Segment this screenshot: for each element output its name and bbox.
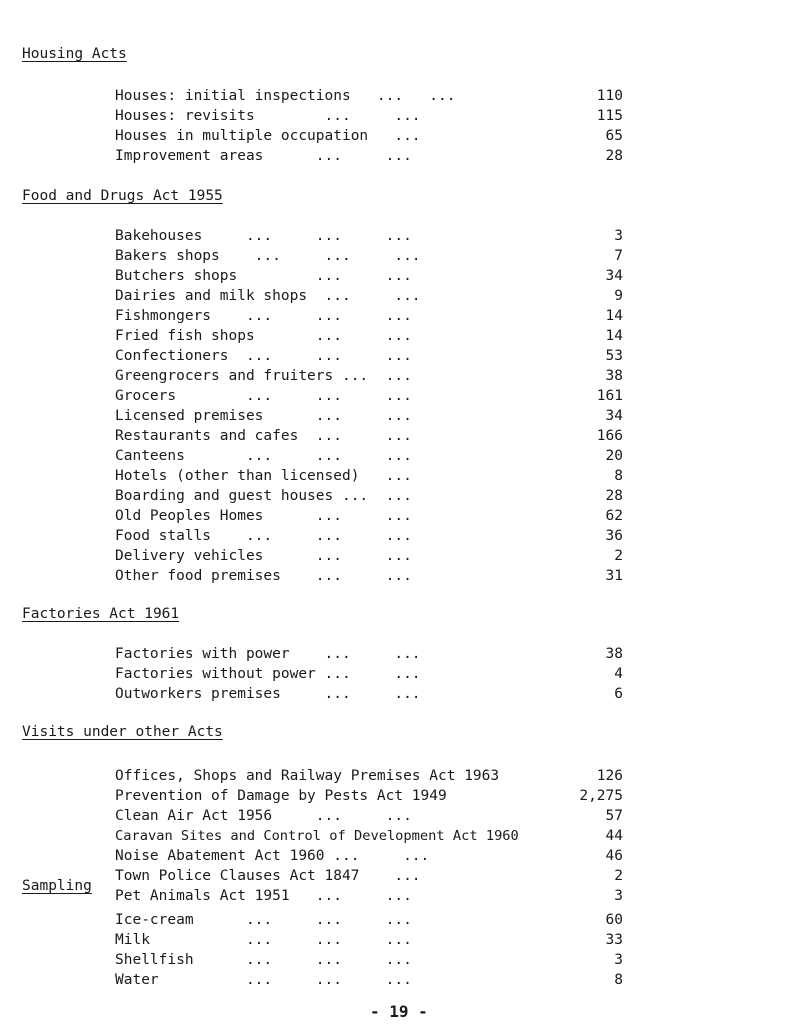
list-item	[115, 466, 623, 486]
item-label: Noise Abatement Act 1960 ... ...	[115, 848, 430, 864]
item-value: 3	[614, 228, 623, 244]
item-label: Boarding and guest houses ... ...	[115, 488, 412, 504]
item-value: 166	[596, 428, 623, 444]
item-label: Licensed premises ... ...	[115, 408, 412, 424]
item-value: 33	[605, 932, 623, 948]
item-label: Shellfish ... ... ...	[115, 952, 412, 968]
list-item	[115, 226, 623, 246]
list-item	[115, 106, 623, 126]
item-value: 9	[614, 288, 623, 304]
list-item	[115, 866, 623, 886]
item-label: Confectioners ... ... ...	[115, 348, 412, 364]
item-label: Factories without power ... ...	[115, 666, 421, 682]
item-value: 3	[614, 888, 623, 904]
item-value: 115	[596, 108, 623, 124]
item-label: Dairies and milk shops ... ...	[115, 288, 421, 304]
item-value: 34	[605, 408, 623, 424]
item-value: 53	[605, 348, 623, 364]
item-value: 57	[605, 808, 623, 824]
list-item	[115, 846, 623, 866]
list-item	[115, 684, 623, 704]
item-value: 7	[614, 248, 623, 264]
item-label: Delivery vehicles ... ...	[115, 548, 412, 564]
item-value: 161	[596, 388, 623, 404]
item-label: Houses: initial inspections ... ...	[115, 88, 456, 104]
item-value: 14	[605, 328, 623, 344]
item-value: 44	[605, 828, 623, 844]
list-item	[115, 486, 623, 506]
item-value: 60	[605, 912, 623, 928]
list-item	[115, 86, 623, 106]
item-label: Ice-cream ... ... ...	[115, 912, 412, 928]
item-label: Pet Animals Act 1951 ... ...	[115, 888, 412, 904]
item-value: 28	[605, 148, 623, 164]
item-label: Other food premises ... ...	[115, 568, 412, 584]
item-value: 28	[605, 488, 623, 504]
item-label: Houses: revisits ... ...	[115, 108, 421, 124]
item-label: Butchers shops ... ...	[115, 268, 412, 284]
item-value: 38	[605, 646, 623, 662]
item-label: Grocers ... ... ...	[115, 388, 412, 404]
list-item	[115, 910, 623, 930]
item-label: Factories with power ... ...	[115, 646, 421, 662]
list-item	[115, 970, 623, 990]
list-item	[115, 326, 623, 346]
item-label: Hotels (other than licensed) ...	[115, 468, 412, 484]
item-label: Milk ... ... ...	[115, 932, 412, 948]
item-value: 110	[596, 88, 623, 104]
item-value: 46	[605, 848, 623, 864]
list-item	[115, 346, 623, 366]
item-label: Old Peoples Homes ... ...	[115, 508, 412, 524]
list-item	[115, 644, 623, 664]
list-item	[115, 664, 623, 684]
list-item	[115, 806, 623, 826]
list-item	[115, 546, 623, 566]
item-label: Town Police Clauses Act 1847 ...	[115, 868, 421, 884]
item-label: Restaurants and cafes ... ...	[115, 428, 412, 444]
list-item	[115, 246, 623, 266]
list-item	[115, 506, 623, 526]
item-label: Improvement areas ... ...	[115, 148, 412, 164]
item-label: Fried fish shops ... ...	[115, 328, 412, 344]
item-label: Food stalls ... ... ...	[115, 528, 412, 544]
section-heading-food-and-drugs-act: Food and Drugs Act 1955	[22, 188, 223, 204]
list-item	[115, 526, 623, 546]
list-item	[115, 146, 623, 166]
item-label: Offices, Shops and Railway Premises Act 1963	[115, 768, 500, 784]
section-heading-sampling: Sampling	[22, 878, 92, 894]
item-value: 4	[614, 666, 623, 682]
item-value: 126	[596, 768, 623, 784]
item-label: Fishmongers ... ... ...	[115, 308, 412, 324]
list-item	[115, 426, 623, 446]
list-item	[115, 386, 623, 406]
item-value: 14	[605, 308, 623, 324]
item-label: Prevention of Damage by Pests Act 1949	[115, 788, 447, 804]
item-label: Water ... ... ...	[115, 972, 412, 988]
section-heading-visits-under-other-acts: Visits under other Acts	[22, 724, 223, 740]
list-item	[115, 306, 623, 326]
item-value: 2,275	[579, 788, 623, 804]
item-value: 20	[605, 448, 623, 464]
list-item	[115, 366, 623, 386]
item-label: Outworkers premises ... ...	[115, 686, 421, 702]
list-item	[115, 446, 623, 466]
item-value: 6	[614, 686, 623, 702]
list-item	[115, 126, 623, 146]
list-item	[115, 826, 623, 846]
item-label: Greengrocers and fruiters ... ...	[115, 368, 412, 384]
list-item	[115, 786, 623, 806]
item-label: Bakehouses ... ... ...	[115, 228, 412, 244]
list-item	[115, 286, 623, 306]
item-label: Caravan Sites and Control of Development Act 1960	[115, 828, 519, 844]
list-item	[115, 930, 623, 950]
item-value: 2	[614, 868, 623, 884]
item-value: 62	[605, 508, 623, 524]
item-value: 8	[614, 972, 623, 988]
list-item	[115, 406, 623, 426]
list-item	[115, 950, 623, 970]
item-value: 34	[605, 268, 623, 284]
item-value: 8	[614, 468, 623, 484]
list-item	[115, 886, 623, 906]
list-item	[115, 266, 623, 286]
list-item	[115, 766, 623, 786]
item-value: 36	[605, 528, 623, 544]
list-item	[115, 566, 623, 586]
item-value: 2	[614, 548, 623, 564]
item-label: Clean Air Act 1956 ... ...	[115, 808, 412, 824]
item-label: Canteens ... ... ...	[115, 448, 412, 464]
item-value: 38	[605, 368, 623, 384]
item-label: Houses in multiple occupation ...	[115, 128, 421, 144]
item-value: 31	[605, 568, 623, 584]
item-value: 3	[614, 952, 623, 968]
item-label: Bakers shops ... ... ...	[115, 248, 421, 264]
item-value: 65	[605, 128, 623, 144]
page-number: - 19 -	[370, 1002, 428, 1021]
section-heading-housing-acts: Housing Acts	[22, 46, 127, 62]
section-heading-factories-act: Factories Act 1961	[22, 606, 180, 622]
